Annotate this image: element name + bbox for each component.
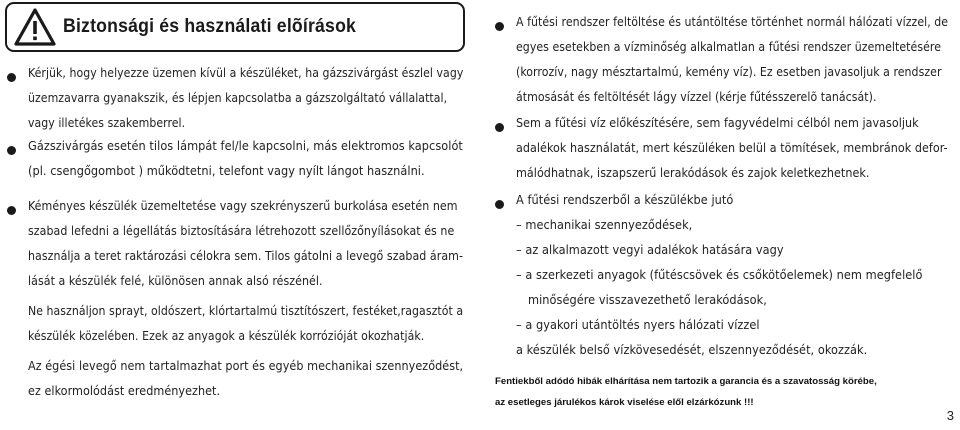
warranty-note bbox=[495, 371, 877, 413]
text-line: (korrozív, nagy mésztartalmú, kemény víz). Ez esetben javasoljuk a rendszer bbox=[516, 64, 942, 79]
text-line: Az égési levegő nem tartalmazhat port és egyéb mechanikai szennyeződést, bbox=[28, 358, 464, 373]
bullet-icon bbox=[7, 73, 16, 82]
text-line: Kérjük, hogy helyezze üzemen kívül a készüléket, ha gázszivárgást észlel vagy bbox=[28, 65, 464, 80]
text-line: készülék közelében. Ezek az anyagok a készülék korrózióját okozhatják. bbox=[28, 328, 425, 343]
left-bullet-3 bbox=[28, 193, 474, 293]
bullet-icon bbox=[7, 146, 16, 155]
list-item: minőségére visszavezethető lerakódások, bbox=[528, 292, 767, 307]
left-paragraph-5 bbox=[28, 353, 468, 403]
text-line: Sem a fűtési víz előkészítésére, sem fagyvédelmi célból nem javasoljuk bbox=[516, 115, 919, 130]
bullet-icon bbox=[495, 123, 504, 132]
bullet-icon bbox=[7, 206, 16, 215]
text-line: Fentiekből adódó hibák elhárítása nem tartozik a garancia és a szavatosság körébe, bbox=[495, 376, 877, 387]
right-bullet-2 bbox=[516, 110, 955, 185]
text-line: lását a készülék felé, különösen annak alsó részénél. bbox=[28, 273, 323, 288]
left-bullet-1 bbox=[28, 60, 478, 135]
text-line: vagy illetékes szakemberrel. bbox=[28, 115, 186, 130]
text-line: adalékok használatát, mert készüléken belül a tömítések, membránok defor- bbox=[516, 140, 948, 155]
text-line: A fűtési rendszerből a készülékbe jutó bbox=[516, 192, 734, 207]
title-box bbox=[5, 2, 465, 52]
text-line: átmosását és feltöltését lágy vízzel (kérje fűtésszerelõ tanácsát). bbox=[516, 89, 877, 104]
bullet-icon bbox=[495, 22, 504, 31]
text-line: a készülék belső vízkövesedését, elszennyeződését, okozzák. bbox=[516, 342, 868, 357]
page-number: 3 bbox=[946, 408, 954, 423]
text-line: ez elkormolódást eredményezhet. bbox=[28, 383, 221, 398]
list-item: – az alkalmazott vegyi adalékok hatására vagy bbox=[516, 242, 784, 257]
warning-triangle-icon bbox=[13, 7, 57, 47]
bullet-icon bbox=[495, 200, 504, 209]
right-bullet-3 bbox=[516, 187, 922, 362]
text-line: (pl. csengőgombot ) működtetni, telefont vagy nyílt lángot használni. bbox=[28, 163, 425, 178]
left-paragraph-4 bbox=[28, 298, 478, 348]
text-line: málódhatnak, iszapszerű lerakódások és zajok keletkezhetnek. bbox=[516, 165, 870, 180]
text-line: A fűtési rendszer feltöltése és utántöltése történhet normál hálózati vízzel, de bbox=[516, 14, 949, 29]
text-line: használja a teret raktározási célokra sem. Tilos gátolni a levegő szabad áram- bbox=[28, 248, 463, 263]
page-title: Biztonsági és használati elõírások bbox=[63, 16, 357, 37]
list-item: – a szerkezeti anyagok (fűtéscsövek és csőkötőelemek) nem megfelelő bbox=[516, 267, 923, 282]
list-item: – mechanikai szennyeződések, bbox=[516, 217, 693, 232]
text-line: az esetleges járulékos károk viselése elől elzárkózunk !!! bbox=[495, 397, 754, 408]
text-line: Ne használjon sprayt, oldószert, klórtartalmú tisztítószert, festéket,ragasztót a bbox=[28, 303, 464, 318]
text-line: szabad lefedni a légellátás biztosítására létrehozott szellőzőnyílásokat és ne bbox=[28, 223, 455, 238]
text-line: Kéményes készülék üzemeltetése vagy szekrényszerű burkolása esetén nem bbox=[28, 198, 458, 213]
text-line: üzemzavarra gyanakszik, és lépjen kapcsolatba a gázszolgáltató vállalattal, bbox=[28, 90, 448, 105]
left-bullet-2 bbox=[28, 133, 463, 183]
text-line: Gázszivárgás esetén tilos lámpát fel/le kapcsolni, más elektromos kapcsolót bbox=[28, 138, 463, 153]
text-line: egyes esetekben a vízminőség alkalmatlan a fűtési rendszer üzemeltetésére bbox=[516, 39, 942, 54]
list-item: – a gyakori utántöltés nyers hálózati vízzel bbox=[516, 317, 760, 332]
right-bullet-1 bbox=[516, 9, 960, 109]
